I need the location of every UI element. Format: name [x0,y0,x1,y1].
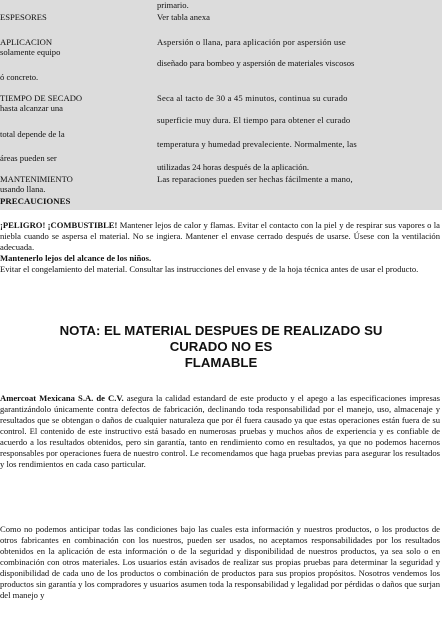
nota-line-3: FLAMABLE [184,355,258,370]
spec-label-espesores: ESPESORES [0,12,47,22]
children-warning: Mantenerlo lejos del alcance de los niños. [0,253,152,263]
spec-label-mantenimiento-1: MANTENIMIENTO [0,174,73,184]
peligro-warning: ¡PELIGRO! ¡COMBUSTIBLE! [0,220,118,230]
company-name: Amercoat Mexicana S.A. de C.V. [0,393,124,403]
spec-label-secado-2: hasta alcanzar una [0,103,63,113]
spec-value-secado-1: Seca al tacto de 30 a 45 minutos, continua su curado [157,93,348,103]
nota-line-2: CURADO NO ES [169,339,273,354]
spec-label-aplicacion: APLICACION [0,37,53,47]
spec-label-secado-4: áreas pueden ser [0,153,57,163]
nota-line-1: NOTA: EL MATERIAL DESPUES DE REALIZADO SU [59,323,383,338]
precauciones-heading: PRECAUCIONES [0,196,71,206]
spec-label-secado-3: total depende de la [0,129,65,139]
precauciones-paragraph [0,220,440,275]
spec-value-espesores: Ver tabla anexa [157,12,210,22]
spec-value-mantenimiento: Las reparaciones pueden ser hechas fácilmente a mano, [157,174,353,184]
warranty-paragraph-2: Como no podemos anticipar todas las condiciones bajo las cuales esta información y nuestros productos, o los productos de otros fabricantes en combinación con los nuestros, pueden ser usados, no aceptamos responsabilidades por los resultados obtenidos en la aplicación de esta información o de la seguridad y disponibilidad de nuestros productos, ya sea solo o en combinación con otros materiales. Los usuarios están avisados de realizar sus propias pruebas para determinar la seguridad y disponibilidad de cada uno de los productos o combinación de productos para sus propios propósitos. Nosotros vendemos los productos sin garantía y los compradores y usuarios asumen toda la responsabilidad y legalidad por pérdidas o daños que surjan del manejo y [0,524,440,600]
spec-label-secado-1: TIEMPO DE SECADO [0,93,83,103]
spec-value-secado-2: superficie muy dura. El tiempo para obtener el curado [157,115,351,125]
warranty-text-1: asegura la calidad estandard de este producto y el apego a las especificaciones impresas garantizándolo únicamente contra defectos de fabricación, declinando toda responsabilidad por el manejo, uso, almacenaje y resultados que se obtengan o daños de cualquier naturaleza que por él fuera causado ya que estas operaciones están fuera de su control. El contenido de este instructivo está basado en numerosas pruebas y muchos años de experiencia y es confiable de acuerdo a los resultados obtenidos, pero sin garantía, tanto en rendimiento como en resultados, ya que no podemos hacernos responsables por operaciones fuera de nuestro control. Le recomendamos que haga pruebas previas para asegurar los resultados y los rendimientos en cada caso particular. [0,393,441,469]
warranty-paragraph-1 [0,393,440,470]
spec-label-aplicacion-3: ó concreto. [0,72,39,82]
spec-value-secado-3: temperatura y humedad prevaleciente. Normalmente, las [157,139,357,149]
spec-label-mantenimiento-2: usando llana. [0,184,46,194]
spec-value-primario: primario. [157,0,189,10]
storage-text: Evitar el congelamiento del material. Consultar las instrucciones del envase y de la hoja técnica antes de usar el producto. [0,264,419,274]
spec-value-aplicacion-2: diseñado para bombeo y aspersión de materiales viscosos [157,58,355,68]
nota-heading [0,323,442,371]
spec-label-aplicacion-2: solamente equipo [0,47,61,57]
peligro-text: Mantener lejos de calor y flamas. Evitar el contacto con la piel y de respirar sus vapores o la niebla cuando se aspersa el material. No se ingiera. Mantener el envase cerrado después de usarse. Úsese con la ventilación adecuada. [0,220,440,252]
spec-value-aplicacion-1: Aspersión o llana, para aplicación por aspersión use [157,37,346,47]
spec-value-secado-4: utilizadas 24 horas después de la aplicación. [157,162,310,172]
